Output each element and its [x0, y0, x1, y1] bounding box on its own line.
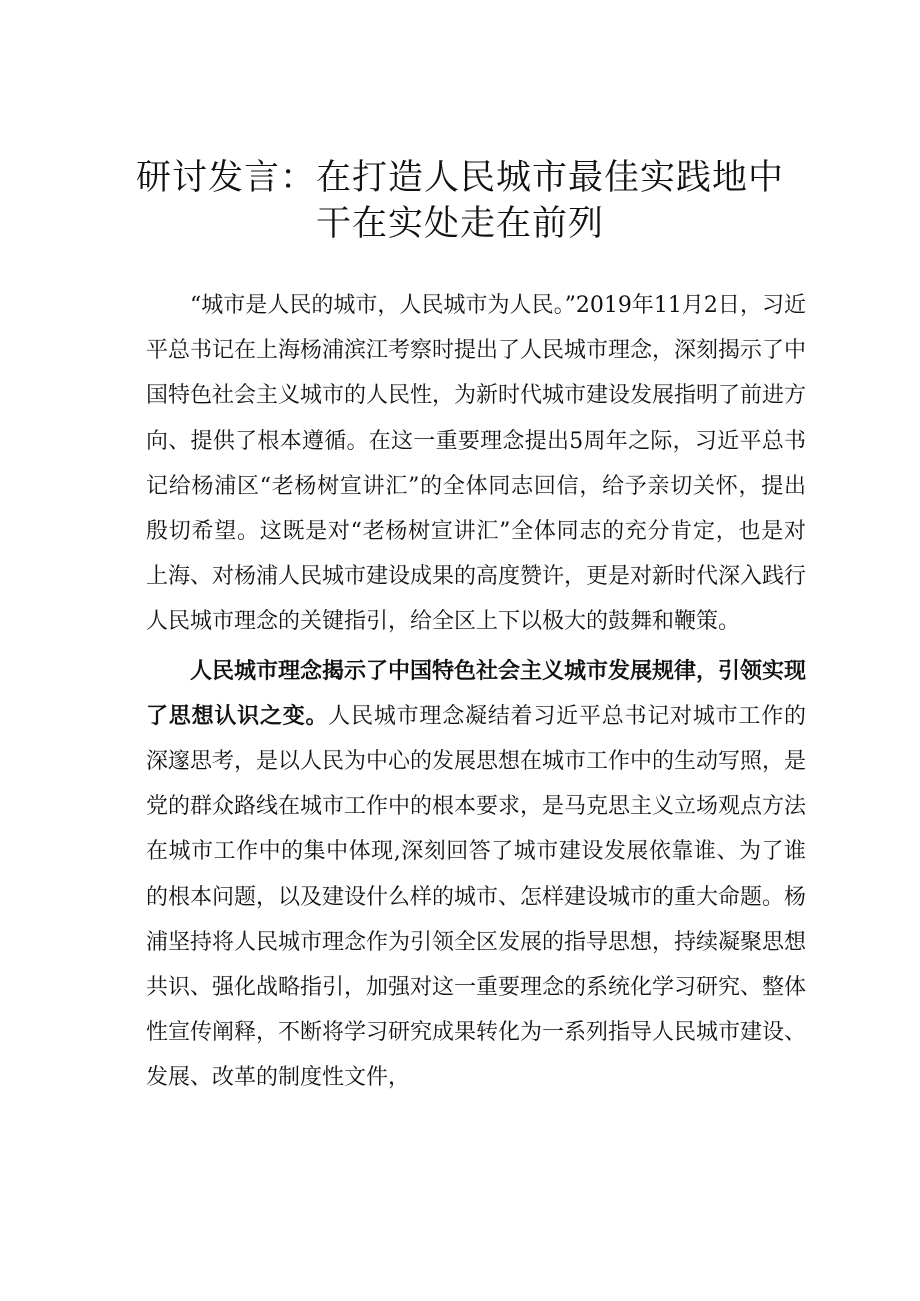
title-line-2: 干在实处走在前列 [315, 204, 604, 244]
title-line-1: 研讨发言：在打造人民城市最佳实践地中 [135, 158, 784, 198]
paragraph-1-text: “城市是人民的城市，人民城市为人民。”2019年11月2日，习近平总书记在上海杨浦滨江考察时提出了人民城市理念，深刻揭示了中国特色社会主义城市的人民性，为新时代城市建设发展指明了前进方向、提供了根本遵循。在这一重要理念提出5周年之际，习近平总书记给杨浦区“老杨树宣讲汇”的全体同志回信，给予亲切关怀，提出殷切希望。这既是对“老杨树宣讲汇”全体同志的充分肯定，也是对上海、对杨浦人民城市建设成果的高度赞许，更是对新时代深入践行人民城市理念的关键指引，给全区上下以极大的鼓舞和鞭策。 [146, 293, 807, 635]
paragraph-1 [146, 283, 806, 645]
document-title [120, 155, 800, 247]
document-body [146, 283, 806, 1101]
paragraph-2 [146, 649, 806, 1101]
paragraph-2-text: 人民城市理念凝结着习近平总书记对城市工作的深邃思考，是以人民为中心的发展思想在城市工作中的生动写照，是党的群众路线在城市工作中的根本要求，是马克思主义立场观点方法在城市工作中的集中体现,深刻回答了城市建设发展依靠谁、为了谁的根本问题，以及建设什么样的城市、怎样建设城市的重大命题。杨浦坚持将人民城市理念作为引领全区发展的指导思想，持续凝聚思想共识、强化战略指引，加强对这一重要理念的系统化学习研究、整体性宣传阐释，不断将学习研究成果转化为一系列指导人民城市建设、发展、改革的制度性文件， [146, 703, 807, 1091]
paragraph-2-lead: 人民城市理念揭示了中国特色社会主义城市发展规律，引领实现了思想认识之变。 [146, 657, 807, 729]
